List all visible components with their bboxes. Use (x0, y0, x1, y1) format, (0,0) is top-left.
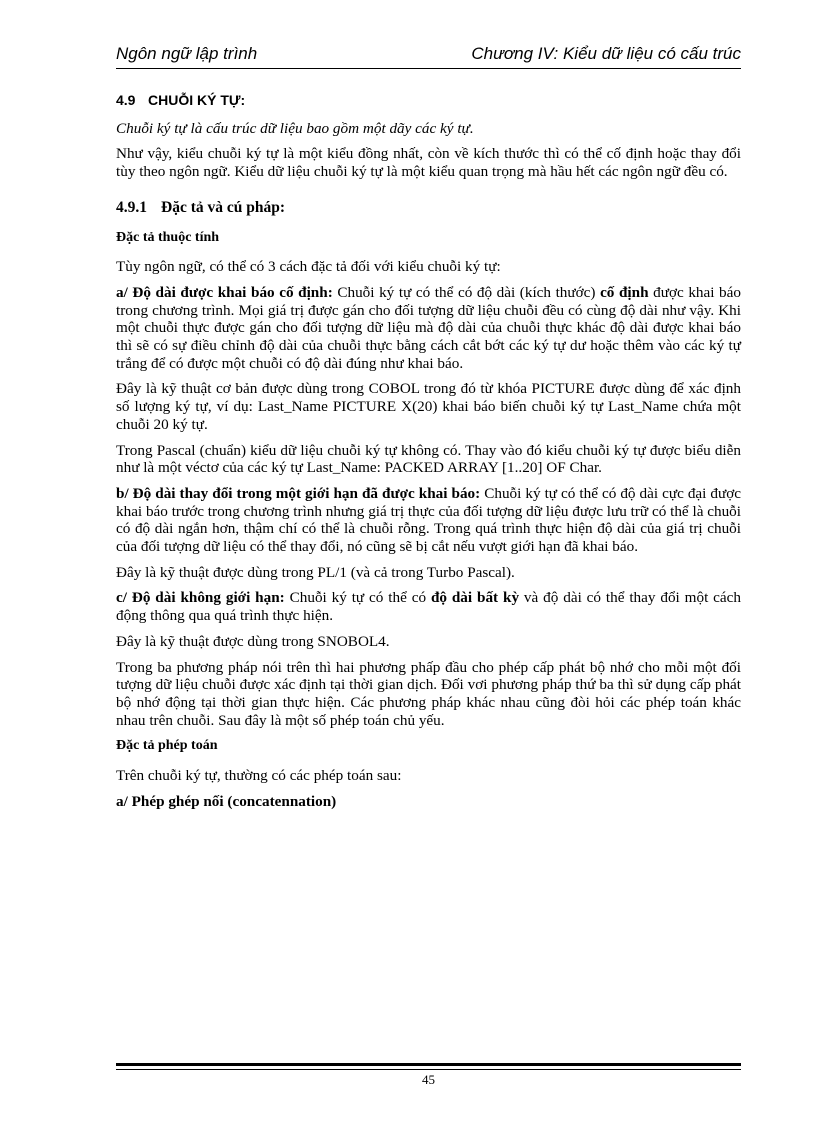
header-book-title: Ngôn ngữ lập trình (116, 44, 258, 63)
fixed-length-text-1: Chuỗi ký tự có thể có độ dài (kích thước) (332, 283, 601, 301)
summary-paragraph: Trong ba phương pháp nói trên thì hai phương phấp đầu cho phép cấp phát bộ nhớ cho mỗi một đối tượng dữ liệu chuỗi được xác định tại thời gian dịch. Đối vơi phương pháp thứ ba thì sử dụng cấp phát bộ nhớ động tại thời gian thực hiện. Các phương pháp khác nhau cũng đòi hỏi các phép toán khác nhau trên chuỗi. Sau đây là một số phép toán chủ yếu. (116, 658, 741, 729)
operation-spec-heading: Đặc tả phép toán (116, 738, 218, 754)
footer-divider-thick (116, 1063, 741, 1066)
page-body (116, 92, 741, 819)
section-intro: Như vậy, kiểu chuỗi ký tự là một kiểu đồng nhất, còn về kích thước thì có thể cố định hoặc thay đổi tùy theo ngôn ngữ. Kiểu dữ liệu chuỗi ký tự là một kiểu quan trọng mà hầu hết các ngôn ngữ đều có. (116, 145, 741, 181)
bounded-length-label: b/ Độ dài thay đổi trong một giới hạn đã được khai báo: (116, 484, 481, 502)
unbounded-length-emphasis: độ dài bất kỳ (430, 589, 520, 607)
page-number: 45 (422, 1072, 435, 1087)
attribute-spec-intro: Tùy ngôn ngữ, có thể có 3 cách đặc tả đối với kiểu chuỗi ký tự: (116, 258, 501, 276)
section-number: 4.9 (116, 92, 136, 108)
unbounded-length-label: c/ Độ dài không giới hạn: (116, 589, 285, 607)
fixed-length-text-2: được khai báo trong chương trình. Mọi giá trị được gán cho đối tượng dữ liệu chuỗi đều có cùng độ dài như vậy. Khi một chuỗi thực được gán cho đối tượng dữ liệu mà độ dài của chuỗi thực khác độ dài được khai báo thì sẽ có sự điều chỉnh độ dài của chuỗi thực bằng cách cắt bớt các ký tự dư hoặc thêm vào các ký tự trắng để có được một chuỗi có độ dài đúng như khai báo. (116, 283, 741, 372)
fixed-length-paragraph (116, 284, 741, 373)
cobol-paragraph: Đây là kỹ thuật cơ bản được dùng trong COBOL trong đó từ khóa PICTURE được dùng để xác định số lượng ký tự, ví dụ: Last_Name PICTURE X(20) khai báo biến chuỗi ký tự Last_Name chứa một chuỗi 20 ký tự. (116, 380, 741, 433)
section-definition: Chuỗi ký tự là cấu trúc dữ liệu bao gồm một dãy các ký tự. (116, 119, 474, 137)
fixed-length-emphasis: cố định (600, 283, 649, 301)
unbounded-length-text-1: Chuỗi ký tự có thể có (284, 589, 431, 607)
unbounded-length-paragraph (116, 589, 741, 624)
concatenation-label: a/ Phép ghép nối (concatennation) (116, 792, 337, 810)
bounded-length-text: Chuỗi ký tự có thể có độ dài cực đại được khai báo trước trong chương trình nhưng giá trị thực của đối tượng dữ liệu được lưu trữ có thể là chuỗi có độ dài ngắn hơn, thậm chí có thể là chuỗi rỗng. Trong quá trình thực hiện độ dài của giá trị chuỗi của đối tượng dữ liệu có thể thay đổi, nó cũng sẽ bị cắt nếu vượt giới hạn đã khai báo. (116, 484, 741, 556)
concatenation-heading (116, 793, 741, 811)
section-title: CHUỖI KÝ TỰ: (148, 92, 246, 108)
bounded-length-paragraph (116, 485, 741, 556)
attribute-spec-heading: Đặc tả thuộc tính (116, 229, 220, 245)
header-divider (116, 68, 741, 69)
operation-spec-intro: Trên chuỗi ký tự, thường có các phép toán sau: (116, 767, 402, 785)
subsection-title: Đặc tả và cú pháp: (161, 198, 286, 216)
subsection-number: 4.9.1 (116, 198, 147, 216)
section-heading (116, 92, 741, 110)
fixed-length-label: a/ Độ dài được khai báo cố định: (116, 283, 333, 301)
subsection-heading (116, 199, 741, 217)
pascal-paragraph: Trong Pascal (chuẩn) kiểu dữ liệu chuỗi ký tự không có. Thay vào đó kiểu chuỗi ký tự được biểu diễn như là một véctơ của các ký tự Last_Name: PACKED ARRAY [1..20] OF Char. (116, 441, 741, 477)
snobol-note: Đây là kỹ thuật được dùng trong SNOBOL4. (116, 632, 390, 650)
footer-divider-thin (116, 1069, 741, 1070)
pl1-note: Đây là kỹ thuật được dùng trong PL/1 (và cả trong Turbo Pascal). (116, 563, 515, 581)
page-header (116, 44, 741, 66)
header-chapter-title: Chương IV: Kiểu dữ liệu có cấu trúc (471, 44, 741, 63)
unbounded-length-text-2: và độ dài có thể thay đổi một cách động thông qua quá trình thực hiện. (116, 589, 741, 625)
